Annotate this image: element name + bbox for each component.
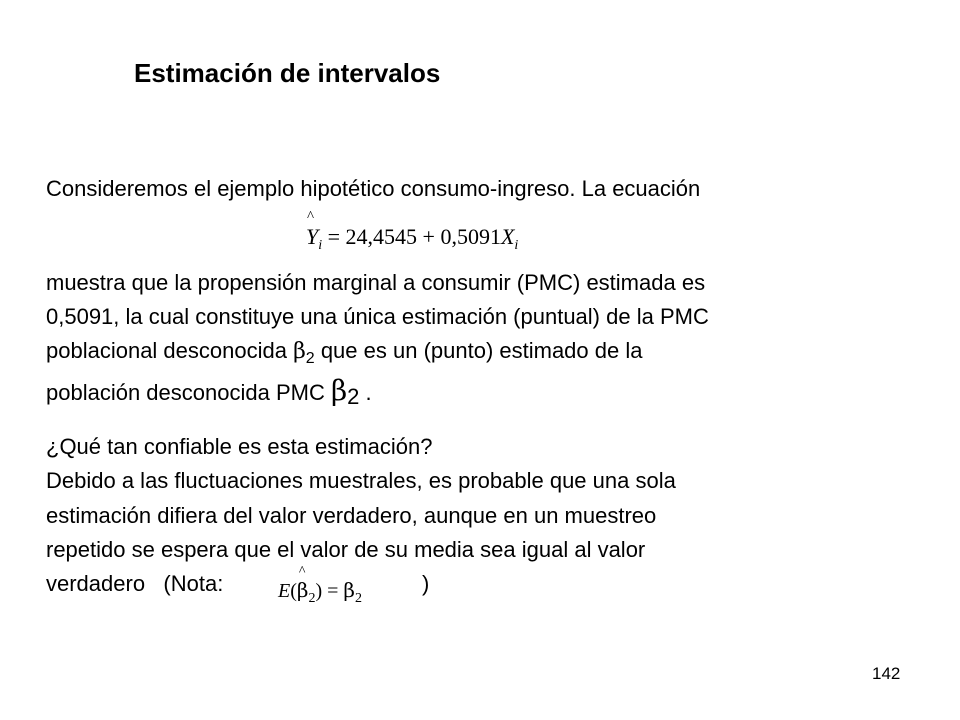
regression-equation [306,209,519,254]
slide-title: Estimación de intervalos [134,58,441,88]
beta-hat [296,564,309,603]
beta-subscript: 2 [354,591,362,606]
x-subscript: i [514,238,519,253]
text-fragment: población desconocida PMC [46,380,331,405]
intro-text: Consideremos el ejemplo hipotético consumo-ingreso. La ecuación [46,176,701,201]
note-equation [278,564,362,607]
paragraph-line: Debido a las fluctuaciones muestrales, es probable que una sola [46,468,676,493]
text-fragment: . [359,380,372,405]
paragraph-line: estimación difiera del valor verdadero, aunque en un muestreo [46,503,657,528]
paragraph-line: repetido se espera que el valor de su media sea igual al valor [46,537,646,562]
text-fragment: que es un (punto) estimado de la [314,338,643,363]
paragraph-line [46,374,372,410]
paragraph-line: muestra que la propensión marginal a consumir (PMC) estimada es [46,270,706,295]
page-number: 142 [872,664,901,683]
x-variable: X [500,224,515,249]
y-variable: Y [306,224,319,249]
hat-symbol: ^ [298,564,306,579]
beta-symbol: β [343,578,355,602]
equals-part: ) = [315,580,344,602]
beta-symbol-large: β [330,374,348,407]
beta-symbol: β [296,578,309,602]
beta-symbol: β [293,339,306,364]
beta-subscript: 2 [308,591,316,606]
beta-subscript-large: 2 [347,384,360,409]
paragraph-line [46,338,642,372]
open-paren: ( [290,580,297,602]
hat-symbol: ^ [307,209,315,225]
expectation-symbol: E [278,580,291,602]
question-text: ¿Qué tan confiable es esta estimación? [46,434,433,459]
y-subscript: i [318,238,323,253]
equation-rhs: = 24,4545 + 0,5091 [322,224,501,249]
paragraph-line: verdadero (Nota: [46,571,224,596]
closing-parenthesis: ) [422,571,430,596]
paragraph-line: 0,5091, la cual constituye una única estimación (puntual) de la PMC [46,304,709,329]
beta-subscript: 2 [305,350,315,367]
y-hat [306,209,319,250]
text-fragment: poblacional desconocida [46,338,294,363]
